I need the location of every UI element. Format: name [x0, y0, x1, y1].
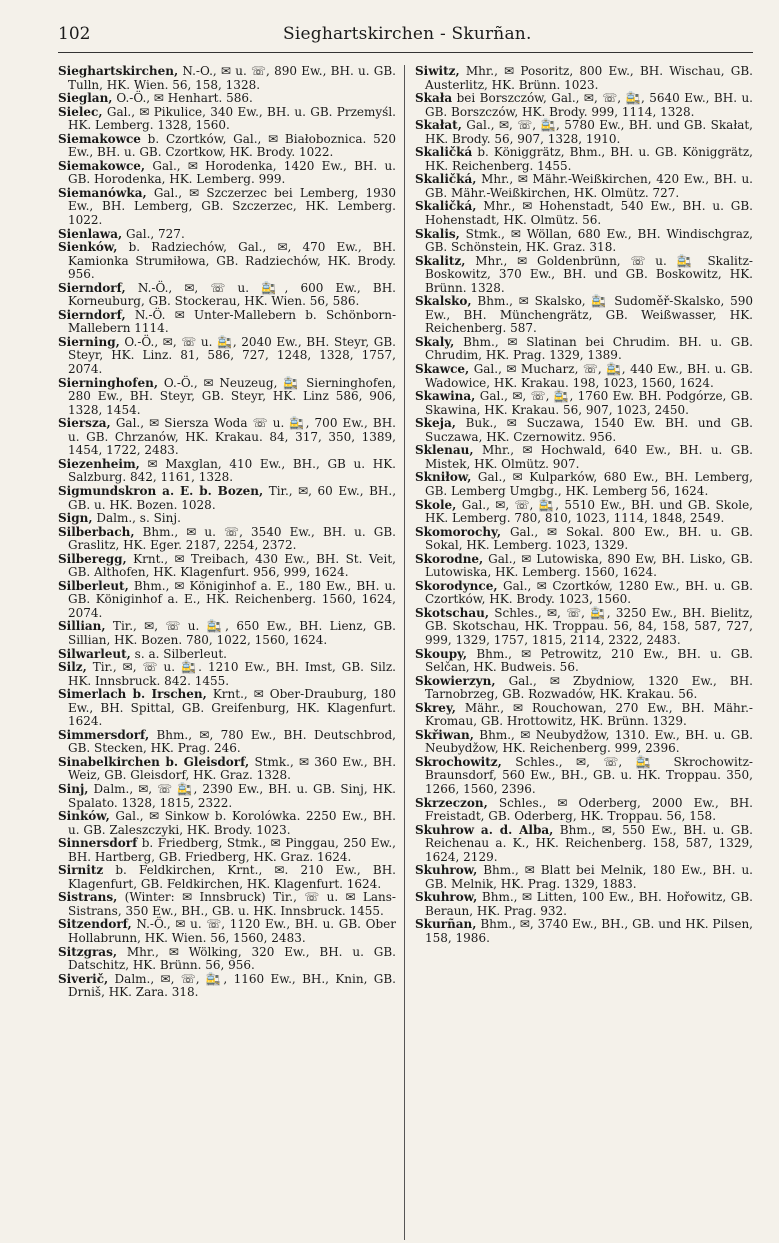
directory-entry [415, 390, 753, 417]
entry-place-name: Skorodynce, [415, 578, 498, 593]
entry-details: ✉ Maxglan, 410 Ew., BH., GB u. HK. Salzburg. 842, 1161, 1328. [68, 456, 396, 485]
entry-place-name: Skuhrow, [415, 863, 478, 878]
directory-entry [58, 133, 396, 160]
entry-place-name: Skalis, [415, 226, 460, 241]
entry-place-name: Skotschau, [415, 605, 489, 620]
entry-place-name: Siemanówka, [58, 185, 147, 200]
entry-details: N.-Ö., ✉ u. ☏, 1120 Ew., BH. u. GB. Ober Hollabrunn, HK. Wien. 56, 1560, 2483. [68, 917, 396, 945]
entry-place-name: Siersza, [58, 416, 111, 431]
entry-place-name: Sitzgras, [58, 944, 118, 959]
entry-place-name: Siezenheim, [58, 456, 140, 471]
entry-details: (Winter: ✉ Innsbruck) Tir., ☏ u. ✉ Lans-Sistrans, 350 Ew., BH., GB. u. HK. Innsbruck. 1455. [68, 890, 396, 918]
entry-details: Gal., ✉, ☏, 🚉, 1760 Ew. BH. Podgórze, GB. Skawina, HK. Krakau. 56, 907, 1023, 2450. [425, 389, 753, 417]
entry-place-name: Silberegg, [58, 551, 127, 566]
entry-place-name: Sistrans, [58, 890, 118, 905]
entry-place-name: Skała [415, 91, 453, 106]
entry-place-name: Skuhrow, [415, 890, 478, 905]
entry-place-name: Sierndorf, [58, 307, 126, 322]
entry-details: Tir., ✉, 60 Ew., BH., GB. u. HK. Bozen. 1028. [68, 483, 397, 512]
directory-entry [58, 485, 396, 512]
entry-details: Mhr., ✉ Hohenstadt, 540 Ew., BH. u. GB. Hohenstadt, HK. Olmütz. 56. [425, 199, 753, 228]
directory-entry [415, 295, 753, 336]
directory-entry [58, 377, 396, 418]
entry-details: Gal., ✉, ☏, 🚉, 5780 Ew., BH. und GB. Skałat, HK. Brody. 56, 907, 1328, 1910. [425, 118, 753, 146]
directory-entry [58, 973, 396, 1000]
entry-place-name: Skeja, [415, 416, 456, 431]
directory-entry [415, 607, 753, 648]
entry-place-name: Skaličká, [415, 172, 477, 187]
entry-place-name: Skomorochy, [415, 524, 502, 539]
entry-details: b. Königgrätz, Bhm., BH. u. GB. Königgrätz, HK. Reichenberg. 1455. [425, 145, 753, 173]
entry-details: Bhm., ✉ u. ☏, 3540 Ew., BH. u. GB. Graslitz, HK. Eger. 2187, 2254, 2372. [68, 524, 396, 553]
entry-details: Gal., ✉ Zbydniow, 1320 Ew., BH. Tarnobrzeg, GB. Rozwadów, HK. Krakau. 56. [425, 673, 753, 702]
entry-place-name: Skawina, [415, 389, 476, 404]
entry-details: Gal., ✉ Szczerzec bei Lemberg, 1930 Ew., BH. Lemberg, GB. Szczerzec, HK. Lemberg. 1022. [68, 185, 396, 228]
entry-details: Mhr., ✉ Hochwald, 640 Ew., BH. u. GB. Mistek, HK. Olmütz. 907. [425, 443, 753, 471]
entry-details: Bhm., ✉, 3740 Ew., BH., GB. und HK. Pilsen, 158, 1986. [425, 917, 753, 945]
directory-entry [415, 471, 753, 498]
directory-entry [58, 309, 396, 336]
entry-details: Bhm., ✉ Blatt bei Melnik, 180 Ew., BH. u. GB. Melnik, HK. Prag. 1329, 1883. [425, 863, 753, 891]
entry-place-name: Skalitz, [415, 253, 466, 268]
directory-entry [415, 797, 753, 824]
entry-place-name: Skawce, [415, 362, 470, 377]
directory-entry [415, 580, 753, 607]
entry-place-name: Skurñan, [415, 917, 477, 932]
entry-details: b. Czortków, Gal., ✉ Białoboznica. 520 Ew., BH. u. GB. Czortkow, HK. Brody. 1022. [68, 131, 396, 160]
entry-details: Bhm., ✉ Slatinan bei Chrudim. BH. u. GB. Chrudim, HK. Prag. 1329, 1389. [425, 334, 753, 363]
directory-entry [58, 580, 396, 621]
entry-details: s. a. Silberleut. [130, 646, 227, 661]
entry-place-name: Sierndorf, [58, 280, 126, 295]
entry-details: N.-Ö. ✉ Unter-Mallebern b. Schönborn-Mallebern 1114. [68, 307, 396, 336]
entry-place-name: Skaličká [415, 145, 473, 160]
entry-details: Krnt., ✉ Ober-Drauburg, 180 Ew., BH. Spittal, GB. Greifenburg, HK. Klagenfurt. 1624. [68, 687, 396, 729]
directory-entry [58, 417, 396, 458]
entry-details: bei Borszczów, Gal., ✉, ☏, 🚉, 5640 Ew., BH. u. GB. Borszczów, HK. Brody. 999, 1114, 1328. [425, 91, 753, 119]
entry-details: O.-Ö., ✉ Henhart. 586. [112, 91, 253, 106]
entry-details: Dalm., ✉, ☏ 🚉, 2390 Ew., BH. u. GB. Sinj, HK. Spalato. 1328, 1815, 2322. [68, 781, 396, 810]
directory-entry [415, 702, 753, 729]
right-column [407, 65, 753, 1240]
entry-place-name: Skaličká, [415, 199, 477, 214]
entry-place-name: Sieghartskirchen, [58, 65, 179, 78]
entry-place-name: Skorodne, [415, 551, 484, 566]
entry-place-name: Skrochowitz, [415, 754, 502, 769]
directory-entry [58, 228, 396, 242]
directory-entry [58, 620, 396, 647]
directory-entry [58, 187, 396, 228]
entry-details: Mhr., ✉ Mähr.-Weißkirchen, 420 Ew., BH. u. GB. Mähr.-Weißkirchen, HK. Olmütz. 727. [425, 172, 753, 200]
directory-entry [415, 675, 753, 702]
entry-details: Gal., ✉ Horodenka, 1420 Ew., BH. u. GB. Horodenka, HK. Lemberg. 999. [68, 158, 396, 187]
entry-details: Mähr., ✉ Rouchowan, 270 Ew., BH. Mähr.-Kromau, GB. Hrottowitz, HK. Brünn. 1329. [425, 700, 753, 729]
entry-details: b. Feldkirchen, Krnt., ✉. 210 Ew., BH. Klagenfurt, GB. Feldkirchen, HK. Klagenfurt. 1624. [68, 863, 396, 891]
directory-entry [58, 810, 396, 837]
page-header [58, 18, 753, 53]
directory-entry [415, 729, 753, 756]
entry-details: Gal., ✉ Mucharz, ☏, 🚉, 440 Ew., BH. u. GB. Wadowice, HK. Krakau. 198, 1023, 1560, 1624. [425, 362, 753, 390]
directory-entry [58, 648, 396, 662]
directory-entry [415, 824, 753, 865]
directory-entry [415, 648, 753, 675]
entry-details: Stmk., ✉ Wöllan, 680 Ew., BH. Windischgraz, GB. Schönstein, HK. Graz. 318. [425, 226, 753, 255]
entry-details: Tir., ✉, ☏ u. 🚉, 650 Ew., BH. Lienz, GB. Sillian, HK. Bozen. 780, 1022, 1560, 1624. [68, 619, 396, 647]
entry-place-name: Sierninghofen, [58, 375, 159, 390]
entry-place-name: Simmersdorf, [58, 727, 150, 742]
directory-entry [415, 553, 753, 580]
entry-details: Buk., ✉ Suczawa, 1540 Ew. BH. und GB. Suczawa, HK. Czernowitz. 956. [425, 416, 753, 444]
entry-place-name: Skole, [415, 497, 457, 512]
directory-entry [415, 228, 753, 255]
entry-details: Schles., ✉ Oderberg, 2000 Ew., BH. Freistadt, GB. Oderberg, HK. Troppau. 56, 158. [425, 795, 753, 824]
entry-place-name: Skałat, [415, 118, 462, 133]
entry-details: Bhm., ✉ Skalsko, 🚉 Sudoměř-Skalsko, 590 Ew., BH. Münchengrätz, GB. Weißwasser, HK. Reichenberg. 587. [425, 294, 753, 336]
entry-details: Dalm., s. Sinj. [92, 511, 181, 526]
directory-entry [415, 200, 753, 227]
entry-details: Stmk., ✉ 360 Ew., BH. Weiz, GB. Gleisdorf, HK. Graz. 1328. [68, 754, 397, 783]
directory-entry [58, 92, 396, 106]
entry-details: Dalm., ✉, ☏, 🚉, 1160 Ew., BH., Knin, GB. Drniš, HK. Zara. 318. [68, 971, 396, 1000]
directory-entry [58, 729, 396, 756]
entry-place-name: Sinków, [58, 809, 110, 824]
entry-details: Schles., ✉, ☏, 🚉, 3250 Ew., BH. Bielitz, GB. Skotschau, HK. Troppau. 56, 84, 158, 587, 727, 999, 1329, 1757, 1815, 2114, 2322, 2483. [425, 605, 753, 647]
entry-details: b. Friedberg, Stmk., ✉ Pinggau, 250 Ew., BH. Hartberg, GB. Friedberg, HK. Graz. 1624. [68, 836, 396, 864]
entry-details: b. Radziechów, Gal., ✉, 470 Ew., BH. Kamionka Strumiłowa, GB. Radziechów, HK. Brody. 956. [68, 240, 396, 282]
directory-entry [415, 336, 753, 363]
directory-entry [415, 891, 753, 918]
directory-entry [58, 864, 396, 891]
directory-entry [415, 526, 753, 553]
entry-details: Schles., ✉, ☏, 🚉 Skrochowitz-Braunsdorf, 560 Ew., BH., GB. u. HK. Troppau. 350, 1266, 1560, 2396. [425, 754, 753, 796]
entry-place-name: Sierning, [58, 334, 120, 349]
directory-entry [58, 336, 396, 377]
entry-details: Bhm., ✉ Königinhof a. E., 180 Ew., BH. u. GB. Königinhof a. E., HK. Reichenberg. 1560, 1624, 2074. [68, 578, 396, 620]
entry-place-name: Silberbach, [58, 524, 135, 539]
entry-place-name: Sinj, [58, 781, 89, 796]
entry-place-name: Skrey, [415, 700, 456, 715]
entry-place-name: Siwitz, [415, 65, 460, 78]
entry-place-name: Sieglan, [58, 91, 113, 106]
entry-place-name: Siverič, [58, 971, 109, 986]
directory-entry [415, 173, 753, 200]
entry-details: Bhm., ✉ Litten, 100 Ew., BH. Hořowitz, GB. Beraun, HK. Prag. 932. [425, 890, 753, 918]
entry-details: Mhr., ✉ Posoritz, 800 Ew., BH. Wischau, GB. Austerlitz, HK. Brünn. 1023. [425, 65, 753, 92]
page-number: 102 [58, 24, 91, 44]
directory-entry [58, 526, 396, 553]
directory-entry [58, 756, 396, 783]
directory-entry [415, 363, 753, 390]
entry-place-name: Skaly, [415, 334, 455, 349]
directory-entry [58, 241, 396, 282]
entry-place-name: Sigmundskron a. E. b. Bozen, [58, 483, 264, 498]
entry-details: Mhr., ✉ Wölking, 320 Ew., BH. u. GB. Datschitz, HK. Brünn. 56, 956. [68, 944, 396, 973]
directory-entry [58, 553, 396, 580]
entry-place-name: Skřiwan, [415, 727, 474, 742]
directory-entry [58, 106, 396, 133]
entry-place-name: Sienlawa, [58, 226, 123, 241]
directory-entry [58, 783, 396, 810]
directory-entry [415, 444, 753, 471]
entry-place-name: Simerlach b. Irschen, [58, 687, 207, 702]
entry-details: Gal., ✉, ☏, 🚉, 5510 Ew., BH. und GB. Skole, HK. Lemberg. 780, 810, 1023, 1114, 1848, 2549. [425, 497, 753, 526]
entry-details: O.-Ö., ✉, ☏ u. 🚉, 2040 Ew., BH. Steyr, GB. Steyr, HK. Linz. 81, 586, 727, 1248, 1328, 1757, 2074. [68, 334, 396, 377]
column-divider [404, 65, 405, 1240]
entry-place-name: Skrzeczon, [415, 795, 488, 810]
entry-details: Gal., ✉ Kulparków, 680 Ew., BH. Lemberg, GB. Lemberg Umgbg., HK. Lemberg 56, 1624. [425, 470, 753, 498]
entry-place-name: Sirnitz [58, 863, 104, 878]
directory-entry [58, 512, 396, 526]
directory-entry [415, 92, 753, 119]
entry-details: Gal., ✉ Sokal. 800 Ew., BH. u. GB. Sokal, HK. Lemberg. 1023, 1329. [425, 524, 753, 553]
entry-details: N.-Ö., ✉, ☏ u. 🚉, 600 Ew., BH. Korneuburg, GB. Stockerau, HK. Wien. 56, 586. [68, 280, 396, 309]
entry-place-name: Siemakowce [58, 131, 141, 146]
entry-details: O.-Ö., ✉ Neuzeug, 🚉 Sierninghofen, 280 Ew., BH. Steyr, GB. Steyr, HK. Linz 586, 906, 1328, 1454. [68, 375, 396, 417]
directory-entry [58, 661, 396, 688]
entry-place-name: Silz, [58, 660, 87, 675]
entry-place-name: Silberleut, [58, 578, 129, 593]
entry-place-name: Sienków, [58, 240, 118, 255]
left-column [58, 65, 402, 1240]
directory-entry [58, 282, 396, 309]
directory-entry [58, 946, 396, 973]
entry-place-name: Sillian, [58, 619, 106, 634]
entry-details: Gal., ✉ Pikulice, 340 Ew., BH. u. GB. Przemyśl. HK. Lemberg. 1328, 1560. [68, 104, 396, 133]
entry-place-name: Sign, [58, 511, 93, 526]
directory-entry [415, 864, 753, 891]
directory-entry [415, 918, 753, 945]
directory-entry [58, 458, 396, 485]
entry-place-name: Skowierzyn, [415, 673, 496, 688]
entry-details: N.-Ö., ✉ u. ☏, 890 Ew., BH. u. GB. Tulln, HK. Wien. 56, 158, 1328. [68, 65, 396, 92]
entry-place-name: Sklenau, [415, 443, 474, 458]
entry-place-name: Sinnersdorf [58, 836, 138, 851]
running-title: Sieghartskirchen - Skurñan. [283, 24, 532, 44]
entry-place-name: Sitzendorf, [58, 917, 132, 932]
directory-entry [58, 65, 396, 92]
directory-entry [415, 417, 753, 444]
entry-place-name: Skalsko, [415, 294, 472, 309]
directory-entry [58, 918, 396, 945]
entry-details: Bhm., ✉, 780 Ew., BH. Deutschbrod, GB. Stecken, HK. Prag. 246. [68, 727, 396, 756]
entry-details: Bhm., ✉ Petrowitz, 210 Ew., BH. u. GB. Selčan, HK. Budweis. 56. [425, 646, 753, 675]
entry-place-name: Sinabelkirchen b. Gleisdorf, [58, 754, 250, 769]
directory-entry [415, 756, 753, 797]
directory-entry [58, 160, 396, 187]
directory-entry [58, 837, 396, 864]
directory-entry [415, 499, 753, 526]
directory-entry [415, 146, 753, 173]
entry-details: Mhr., ✉ Goldenbrünn, ☏ u. 🚉 Skalitz-Boskowitz, 370 Ew., BH. und GB. Boskowitz, HK. Brünn. 1328. [425, 253, 753, 295]
entry-place-name: Sielec, [58, 104, 103, 119]
directory-entry [415, 119, 753, 146]
entry-details: Gal., 727. [122, 226, 185, 241]
directory-entry [58, 688, 396, 729]
entry-details: Bhm., ✉, 550 Ew., BH. u. GB. Reichenau a. K., HK. Reichenberg. 158, 587, 1329, 1624, 2129. [425, 822, 753, 864]
entry-place-name: Skoupy, [415, 646, 468, 661]
directory-entry [58, 891, 396, 918]
entry-place-name: Skniłow, [415, 470, 472, 485]
entry-details: Bhm., ✉ Neubydžow, 1310. Ew., BH. u. GB. Neubydžow, HK. Reichenberg. 999, 2396. [425, 727, 753, 756]
entry-details: Gal., ✉ Siersza Woda ☏ u. 🚉, 700 Ew., BH. u. GB. Chrzanów, HK. Krakau. 84, 317, 350, 1389, 1454, 1722, 2483. [68, 416, 396, 458]
entry-details: Gal., ✉ Lutowiska, 890 Ew, BH. Lisko, GB. Lutowiska, HK. Lemberg. 1560, 1624. [425, 551, 753, 580]
directory-entry [415, 255, 753, 296]
entry-details: Tir., ✉, ☏ u. 🚉. 1210 Ew., BH. Imst, GB. Silz. HK. Innsbruck. 842. 1455. [68, 660, 396, 688]
entry-details: Gal., ✉ Czortków, 1280 Ew., BH. u. GB. Czortków, HK. Brody. 1023, 1560. [425, 578, 753, 607]
entry-place-name: Siemakowce, [58, 158, 146, 173]
entry-place-name: Skuhrow a. d. Alba, [415, 822, 554, 837]
entry-place-name: Silwarleut, [58, 646, 131, 661]
entry-details: Krnt., ✉ Treibach, 430 Ew., BH. St. Veit, GB. Althofen, HK. Klagenfurt. 956, 999, 1624. [68, 551, 396, 580]
entry-details: Gal., ✉ Sinkow b. Korolówka. 2250 Ew., BH. u. GB. Zaleszczyki, HK. Brody. 1023. [68, 809, 396, 837]
entry-columns [58, 65, 753, 1240]
directory-entry [415, 65, 753, 92]
